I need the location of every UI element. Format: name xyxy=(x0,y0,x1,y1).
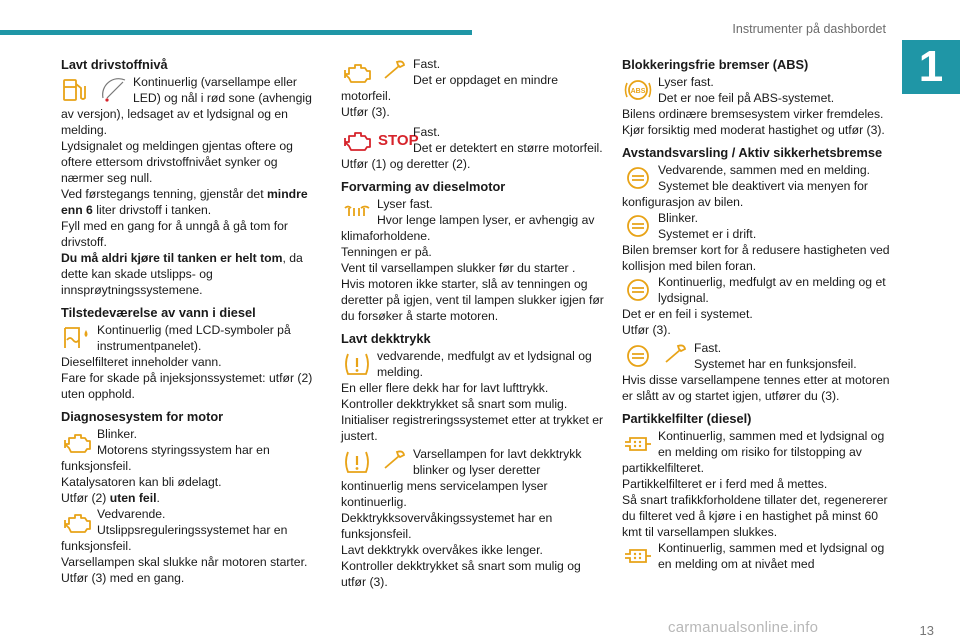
distance-active-entry xyxy=(622,210,890,242)
major-fault-desc: Det er detektert en større motorfeil. xyxy=(413,141,603,155)
engine-blink-entry xyxy=(61,426,323,474)
collision-alert-service-icon xyxy=(622,340,690,372)
distance-service-entry xyxy=(622,340,890,372)
collision-alert-icon xyxy=(622,162,654,194)
tyre-pressure-icon xyxy=(341,348,373,380)
heading-low-tyre-pressure: Lavt dekktrykk xyxy=(341,331,431,346)
header-accent-bar xyxy=(0,30,472,35)
watermark: carmanualsonline.info xyxy=(668,619,819,636)
minor-fault-label: Fast. xyxy=(413,57,441,71)
particle-filter-saturating: Partikkelfilteret er i ferd med å mettes. xyxy=(622,477,828,491)
engine-lamp-off: Varsellampen skal slukke når motoren starter. xyxy=(61,555,308,569)
engine-action-now: Utfør (3) med en gang. xyxy=(61,571,185,585)
heading-low-fuel: Lavt drivstoffnivå xyxy=(61,57,168,72)
heading-water-in-diesel: Tilstedeværelse av vann i diesel xyxy=(61,305,256,320)
tyre-not-monitored: Lavt dekktrykk overvåkes ikke lenger. xyxy=(341,543,543,557)
abs-action: Kjør forsiktig med moderat hastighet og utfør (3). xyxy=(622,123,885,137)
abs-label: Lyser fast. xyxy=(658,75,714,89)
particle-filter-icon xyxy=(622,540,654,572)
tyre-system-fault-desc: Varsellampen for lavt dekktrykk blinker og lyser deretter kontinuerlig mens servicelampen lyser kontinuerlig. xyxy=(341,447,582,509)
abs-brakes-work: Bilens ordinære bremsesystem virker fremdeles. xyxy=(622,107,884,121)
low-fuel-refill: Fyll med en gang for å unngå å gå tom for drivstoff. xyxy=(61,219,288,249)
tyre-pressure-desc: vedvarende, medfulgt av et lydsignal og melding. xyxy=(377,349,592,379)
distance-fault-info: Det er en feil i systemet. xyxy=(622,307,753,321)
preheat-retry: Hvis motoren ikke starter, slå av tenningen og deretter på igjen, vent til lampen slukker igjen før du forsøker å starte motoren. xyxy=(341,277,604,323)
major-fault-entry xyxy=(341,124,604,156)
distance-braking: Bilen bremser kort for å redusere hastigheten ved kollisjon med bilen foran. xyxy=(622,243,890,273)
engine-blink-label: Blinker. xyxy=(97,427,137,441)
column-1 xyxy=(61,56,323,586)
particle-filter-entry xyxy=(622,428,890,476)
distance-fault-entry xyxy=(622,274,890,306)
particle-filter-additive-desc: Kontinuerlig, sammen med et lydsignal og en melding om at nivået med xyxy=(658,541,885,571)
abs-entry xyxy=(622,74,890,106)
engine-action: Utfør (2) uten feil. xyxy=(61,491,160,505)
collision-alert-icon xyxy=(622,210,654,242)
distance-off-entry xyxy=(622,162,890,210)
collision-alert-icon xyxy=(622,274,654,306)
preheat-entry xyxy=(341,196,604,244)
major-fault-label: Fast. xyxy=(413,125,441,139)
engine-service-icon xyxy=(341,56,409,88)
tyre-pressure-check: Kontroller dekktrykket så snart som mulig. xyxy=(341,397,568,411)
preheat-ignition: Tenningen er på. xyxy=(341,245,432,259)
engine-blink-desc: Motorens styringssystem har en funksjonsfeil. xyxy=(61,443,270,473)
engine-steady-label: Vedvarende. xyxy=(97,507,166,521)
water-in-fuel-icon xyxy=(61,322,93,354)
particle-filter-additive-entry xyxy=(622,540,890,572)
preheat-label: Lyser fast. xyxy=(377,197,433,211)
svg-text:ABS: ABS xyxy=(630,88,646,95)
particle-filter-icon xyxy=(622,428,654,460)
distance-service-desc: Systemet har en funksjonsfeil. xyxy=(694,357,857,371)
section-title: Instrumenter på dashbordet xyxy=(732,22,886,36)
minor-fault-action: Utfør (3). xyxy=(341,105,390,119)
svg-text:STOP: STOP xyxy=(378,132,419,149)
column-3 xyxy=(622,56,890,572)
water-in-diesel-risk: Fare for skade på injeksjonssystemet: utfør (2) uten opphold. xyxy=(61,371,313,401)
distance-fault-desc: Kontinuerlig, medfulgt av en melding og et lydsignal. xyxy=(658,275,886,305)
engine-steady-desc: Utslippsreguleringssystemet har en funksjonsfeil. xyxy=(61,523,288,553)
distance-service-label: Fast. xyxy=(694,341,722,355)
page-number: 13 xyxy=(919,623,934,638)
fuel-pump-icon xyxy=(61,74,129,106)
distance-active-desc: Systemet er i drift. xyxy=(658,227,757,241)
low-fuel-desc: Kontinuerlig (varsellampe eller LED) og nål i rød sone (avhengig av versjon), ledsaget av et lydsignal og en melding. xyxy=(61,75,312,137)
tyre-system-fault-entry xyxy=(341,446,604,510)
engine-catalyst: Katalysatoren kan bli ødelagt. xyxy=(61,475,222,489)
distance-fault-action: Utfør (3). xyxy=(622,323,671,337)
heading-abs: Blokkeringsfrie bremser (ABS) xyxy=(622,57,809,72)
distance-off-label: Vedvarende, sammen med en melding. xyxy=(658,163,871,177)
tyre-pressure-service-icon xyxy=(341,446,409,478)
distance-restart-action: Hvis disse varsellampene tennes etter at motoren er slått av og startet igjen, utfører du (3). xyxy=(622,373,890,403)
minor-fault-entry xyxy=(341,56,604,104)
engine-icon xyxy=(61,506,93,538)
chapter-number-tab: 1 xyxy=(902,40,960,94)
low-fuel-remaining: Ved førstegangs tenning, gjenstår det mindre enn 6 liter drivstoff i tanken. xyxy=(61,187,308,217)
distance-off-desc: Systemet ble deaktivert via menyen for konfigurasjon av bilen. xyxy=(622,179,868,209)
low-fuel-warning: Du må aldri kjøre til tanken er helt tom, da dette kan skade utslipps- og innsprøytningssystemene. xyxy=(61,251,303,297)
heading-diesel-preheat: Forvarming av dieselmotor xyxy=(341,179,506,194)
water-in-diesel-info: Dieselfilteret inneholder vann. xyxy=(61,355,222,369)
heading-engine-diagnosis: Diagnosesystem for motor xyxy=(61,409,224,424)
low-fuel-entry xyxy=(61,74,323,138)
distance-active-label: Blinker. xyxy=(658,211,698,225)
preheat-desc: Hvor lenge lampen lyser, er avhengig av klimaforholdene. xyxy=(341,213,595,243)
water-in-diesel-entry xyxy=(61,322,323,354)
tyre-pressure-info: En eller flere dekk har for lavt lufttrykk. xyxy=(341,381,549,395)
major-fault-action: Utfør (1) og deretter (2). xyxy=(341,157,471,171)
engine-steady-entry xyxy=(61,506,323,554)
tyre-system-fault-info: Dekktrykksovervåkingssystemet har en funksjonsfeil. xyxy=(341,511,553,541)
preheat-wait: Vent til varsellampen slukker før du starter . xyxy=(341,261,576,275)
abs-desc: Det er noe feil på ABS-systemet. xyxy=(658,91,835,105)
tyre-pressure-reset: Initialiser registreringssystemet etter at trykket er justert. xyxy=(341,413,604,443)
engine-icon xyxy=(61,426,93,458)
glow-plug-icon xyxy=(341,196,373,228)
low-fuel-repeat: Lydsignalet og meldingen gjentas oftere og oftere ettersom drivstoffnivået synker og nærmer seg null. xyxy=(61,139,293,185)
column-2 xyxy=(341,56,604,590)
minor-fault-desc: Det er oppdaget en mindre motorfeil. xyxy=(341,73,558,103)
heading-particle-filter: Partikkelfilter (diesel) xyxy=(622,411,752,426)
water-in-diesel-desc: Kontinuerlig (med LCD-symboler på instrumentpanelet). xyxy=(97,323,291,353)
heading-distance-alert: Avstandsvarsling / Aktiv sikkerhetsbremse xyxy=(622,145,883,160)
engine-stop-icon xyxy=(341,124,419,156)
particle-filter-desc: Kontinuerlig, sammen med et lydsignal og en melding om risiko for tilstopping av partikkelfilteret. xyxy=(622,429,885,475)
tyre-pressure-entry xyxy=(341,348,604,380)
tyre-action: Kontroller dekktrykket så snart som mulig og utfør (3). xyxy=(341,559,581,589)
abs-icon xyxy=(622,74,654,106)
particle-filter-regenerate: Så snart trafikkforholdene tillater det, regenererer du filteret ved å kjøre i en hastighet på minst 60 kmt til varsellampen slukkes. xyxy=(622,493,888,539)
